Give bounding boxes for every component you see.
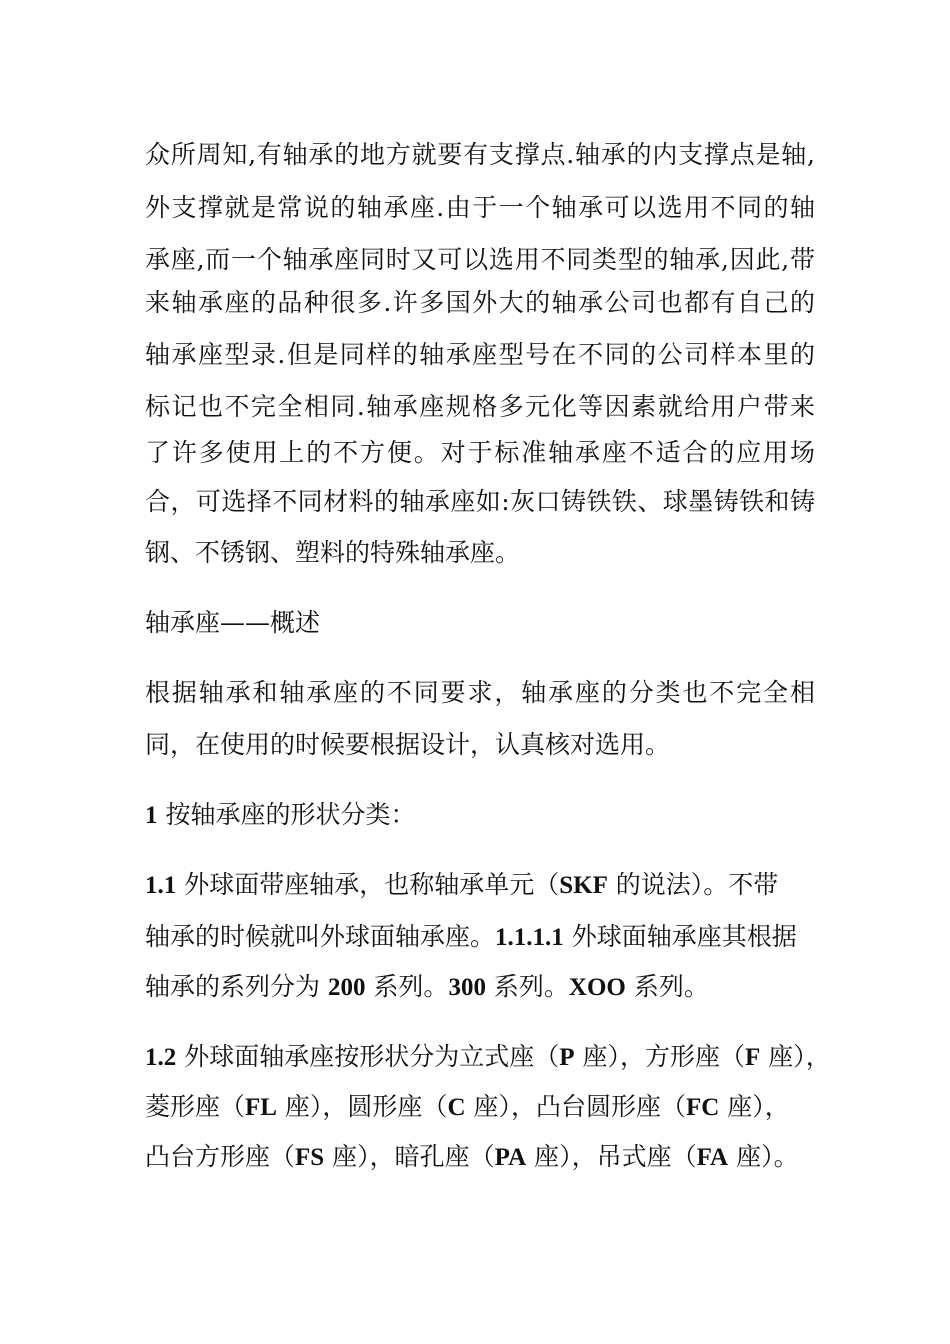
section-1-1-text-b: 的说法）。不带 [615,870,779,899]
series-text-a: 轴承的系列分为 [145,972,321,1001]
section-1-2-line-3-text-b: 座），暗孔座（ [332,1142,495,1171]
intro-line-8: 合，可选择不同材料的轴承座如:灰口铸铁铁、球墨铸铁和铸 [145,487,815,516]
classification-line-2: 同，在使用的时候要根据设计，认真核对选用。 [145,730,671,759]
section-1-2-text-b: 座），方形座（ [582,1042,745,1071]
section-1-2-line-3-text-d: 座）。 [736,1142,799,1171]
section-1-2-line-3-text-a: 凸台方形座（ [145,1142,296,1171]
intro-line-1: 众所周知,有轴承的地方就要有支撑点.轴承的内支撑点是轴, [145,140,815,169]
series-text-d: 系列。 [633,972,709,1001]
seat-code-fa: FA [696,1144,729,1171]
intro-line-5: 轴承座型录.但是同样的轴承座型号在不同的公司样本里的 [145,340,815,369]
skf-label: SKF [559,872,608,899]
intro-line-9: 钢、不锈钢、塑料的特殊轴承座。 [145,538,521,567]
seat-code-f: F [744,1044,761,1071]
section-1-1-line-1 [145,868,815,902]
section-1-2-line-2 [145,1090,815,1124]
classification-line-1: 根据轴承和轴承座的不同要求，轴承座的分类也不完全相 [145,678,815,707]
intro-line-6: 标记也不完全相同.轴承座规格多元化等因素就给用户带来 [145,392,815,421]
series-text-c: 系列。 [493,972,569,1001]
intro-line-7: 了许多使用上的不方便。对于标准轴承座不适合的应用场 [145,438,815,467]
seat-code-fl: FL [245,1094,277,1121]
section-1-2-line-2-text-b: 座），圆形座（ [284,1092,448,1121]
section-1-heading [145,798,815,832]
section-1-1-line-3 [145,970,815,1004]
section-1-1-line-2-text-b: 外球面轴承座其根据 [571,922,797,951]
section-1-2-line-2-text-a: 菱形座（ [145,1092,246,1121]
series-text-b: 系列。 [373,972,449,1001]
section-1-2-number: 1.2 [145,1044,177,1071]
section-1-2-line-3-text-c: 座），吊式座（ [534,1142,697,1171]
seat-code-fs: FS [295,1144,325,1171]
section-1-1-line-2 [145,920,815,954]
section-1-2-line-1 [145,1040,831,1074]
intro-line-4: 来轴承座的品种很多.许多国外大的轴承公司也都有自己的 [145,288,815,317]
section-1-1-number: 1.1 [145,872,177,899]
section-1-1-1-1-number: 1.1.1.1 [495,924,564,951]
seat-code-c: C [447,1094,466,1121]
overview-heading: 轴承座——概述 [145,608,321,637]
section-1-number: 1 [145,802,158,829]
section-1-2-text-a: 外球面轴承座按形状分为立式座（ [184,1042,560,1071]
seat-code-p: P [559,1044,575,1071]
section-1-2-line-3 [145,1140,815,1174]
seat-code-fc: FC [685,1094,720,1121]
series-300: 300 [448,974,486,1001]
series-200: 200 [327,974,366,1001]
section-1-1-text-a: 外球面带座轴承，也称轴承单元（ [184,870,560,899]
series-xoo: XOO [568,974,626,1001]
seat-code-pa: PA [494,1144,527,1171]
section-1-1-line-2-text-a: 轴承的时候就叫外球面轴承座。 [145,922,496,951]
section-1-2-text-c: 座）， [768,1042,831,1071]
intro-line-2: 外支撑就是常说的轴承座.由于一个轴承可以选用不同的轴 [145,193,815,222]
section-1-2-line-2-text-d: 座）， [727,1092,790,1121]
section-1-2-line-2-text-c: 座），凸台圆形座（ [473,1092,686,1121]
section-1-title: 按轴承座的形状分类： [165,800,416,829]
intro-line-3: 承座,而一个轴承座同时又可以选用不同类型的轴承,因此,带 [145,245,815,274]
